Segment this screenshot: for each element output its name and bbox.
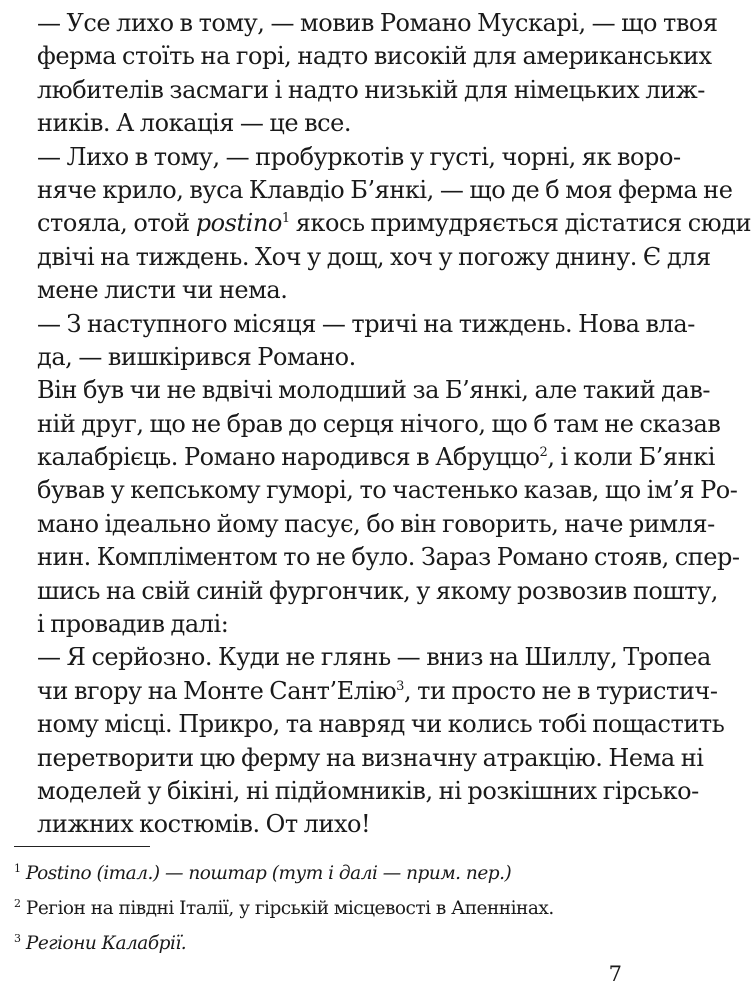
paragraph-3 [14,308,695,375]
text-segment: , ти просто не в туристич- [404,676,718,705]
text-segment: чи вгору на Монте Сант’Елію [37,676,397,705]
italic-term: postino [195,209,282,238]
text-line-with-footnote [14,441,715,474]
text-line: і провадив далі: [37,610,229,639]
footnote-3 [14,926,630,961]
paragraph-1 [14,7,718,141]
footnote-ref-1[interactable]: 1 [281,211,290,227]
text-segment: стояла, отой [37,209,196,238]
text-line: двічі на тиждень. Хоч у дощ, хоч у погожу днину. Є для [37,242,711,271]
text-line: да, — вишкірився Романо. [37,342,356,371]
text-line: ній друг, що не брав до серця нічого, що б там не сказав [37,409,721,438]
text-line: нин. Компліментом то не було. Зараз Романо стояв, спер- [37,543,740,572]
footnote-text: Postino (італ.) — поштар (тут і далі — прим. пер.) [25,863,512,884]
footnote-number: 3 [14,932,21,945]
footnote-number: 1 [14,862,21,875]
footnote-text: Регіон на півдні Італії, у гірській місцевості в Апеннінах. [25,898,554,919]
footnote-ref-3[interactable]: 3 [396,678,404,694]
text-line: ному місці. Прикро, та навряд чи колись тобі пощастить [37,710,725,739]
text-segment: якось примудряється дістатися сюди [289,209,751,238]
text-segment: калабрієць. Романо народився в Абруццо [37,443,540,472]
text-line: мене листи чи нема. [37,276,288,305]
text-line: няче крило, вуса Клавдіо Б’янкі, — що де б моя ферма не [37,175,733,204]
text-line: лижних костюмів. От лихо! [37,810,371,839]
text-line: перетворити цю ферму на визначну атракцію. Нема ні [37,743,704,772]
text-line: шись на свій синій фургончик, у якому розвозив пошту, [37,576,718,605]
text-line: ферма стоїть на горі, надто високій для американських [37,42,712,71]
page-number: 7 [608,962,622,986]
footnote-2 [14,891,630,926]
text-line: моделей у бікіні, ні підйомників, ні розкішних гірсько- [37,776,699,805]
paragraph-5 [14,641,725,841]
text-line: — Я серйозно. Куди не глянь — вниз на Шиллу, Тропеа [37,643,711,672]
text-line: мано ідеально йому пасує, бо він говорить, наче римля- [37,509,715,538]
text-line-with-footnote [14,675,718,708]
text-line: ників. А локація — це все. [37,109,352,138]
text-line: — З наступного місяця — тричі на тиждень. Нова вла- [37,309,695,338]
book-page [14,0,751,1000]
text-line: — Лихо в тому, — пробуркотів у густі, чорні, як воро- [37,142,681,171]
footnote-ref-2[interactable]: 2 [539,445,548,461]
main-text [14,7,751,842]
text-line: Він був чи не вдвічі молодший за Б’янкі, але такий дав- [37,376,711,405]
text-line: любителів засмаги і надто низькій для німецьких лиж- [37,75,705,104]
footnote-number: 2 [14,897,21,910]
footnote-divider [14,846,150,847]
text-line-with-footnote [14,207,751,240]
footnotes-section [14,856,630,961]
paragraph-2 [14,141,751,308]
text-line: бував у кепському гуморі, то частенько казав, що ім’я Ро- [37,476,738,505]
text-segment: , і коли Б’янкі [547,443,715,472]
footnote-1 [14,856,630,891]
footnote-text: Регіони Калабрії. [25,933,187,954]
paragraph-4 [14,374,740,641]
text-line: — Усе лихо в тому, — мовив Романо Мускарі, — що твоя [37,9,718,37]
